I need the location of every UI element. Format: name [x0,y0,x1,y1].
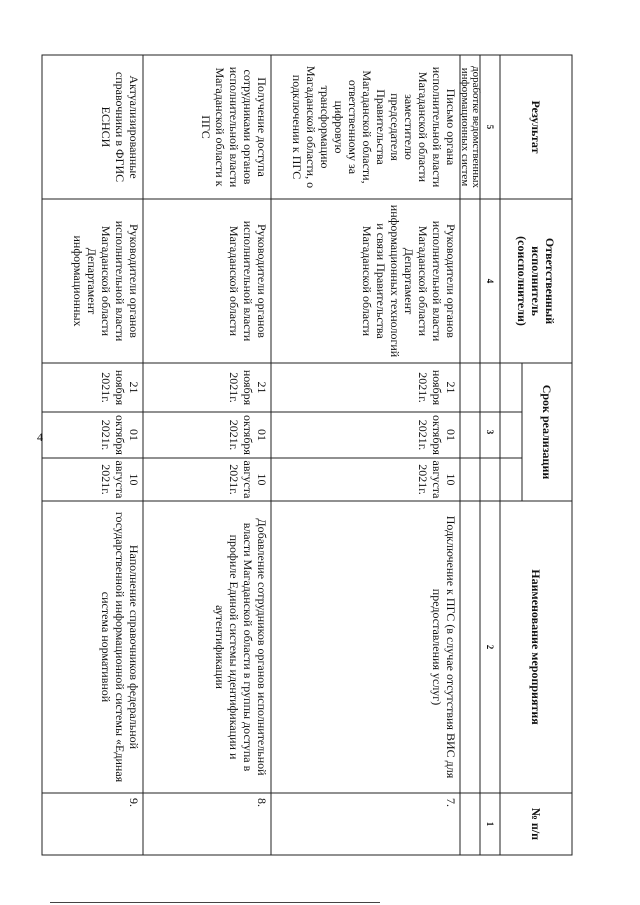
column-index-2: 2 [485,644,495,650]
row-9-executor: Руководители органов исполнительной власти Магаданской области Департамент информационных [71,220,141,342]
column-index-5: 5 [485,124,495,130]
row-9-date2: 01 октября 2021г. [99,415,141,455]
row-8-date2: 01 октября 2021г. [227,415,269,455]
carryover-result: доработке ведомственных информационных систем [459,65,482,189]
row-7-name: Подключение к ПГС (в случае отсутствия ВИС для предоставления услуг) [430,515,458,779]
row-9-name: Наполнение справочников федеральной государственной информационной системы «Единая система нормативной [99,511,141,783]
column-index-4: 4 [485,278,495,284]
row-8-result: Получение доступа сотрудниками органов исполнительной власти Магаданской области к ПГС [199,66,269,188]
row-8-date3: 21 ноября 2021г. [227,369,269,406]
page-number: 4 [37,430,43,444]
row-8-num: 8. [255,798,269,807]
row-7-result: Письмо органа исполнительной власти Магаданской области заместителю председателя Правительства Магаданской области, ответственному за цифровую трансформацию Магаданской области, о подключении к ПГС [290,65,458,189]
header-num: № п/п [529,807,543,841]
row-9-date3: 21 ноября 2021г. [99,369,141,406]
row-8-name: Добавление сотрудников органов исполнительной власти Магаданской области в группы доступа в профиле Единой системы идентификации и аутентификации [213,518,269,776]
row-7-date3: 21 ноября 2021г. [416,369,458,406]
row-7-date2: 01 октября 2021г. [416,415,458,455]
footer-rule [50,902,380,903]
row-7-executor: Руководители органов исполнительной власти Магаданской области Департамент информационных технологий и связи Правительства Магаданской области [360,204,458,358]
row-8-executor: Руководители органов исполнительной власти Магаданской области [227,220,269,342]
row-8-date1: 10 августа 2021г. [227,460,269,499]
column-index-1: 1 [485,821,495,827]
header-period: Срок реализации [540,384,554,480]
header-name: Наименование мероприятия [529,569,543,725]
row-9-result: Актуализированные справочники в ФГИС ЕСНСИ [99,71,141,183]
row-9-date1: 10 августа 2021г. [99,460,141,499]
row-7-num: 7. [444,798,458,807]
column-index-3: 3 [485,429,495,435]
row-7-date1: 10 августа 2021г. [416,460,458,499]
header-executor: Ответственный исполнитель (соисполнители) [515,236,557,326]
row-9-num: 9. [127,798,141,807]
header-result: Результат [529,100,543,154]
